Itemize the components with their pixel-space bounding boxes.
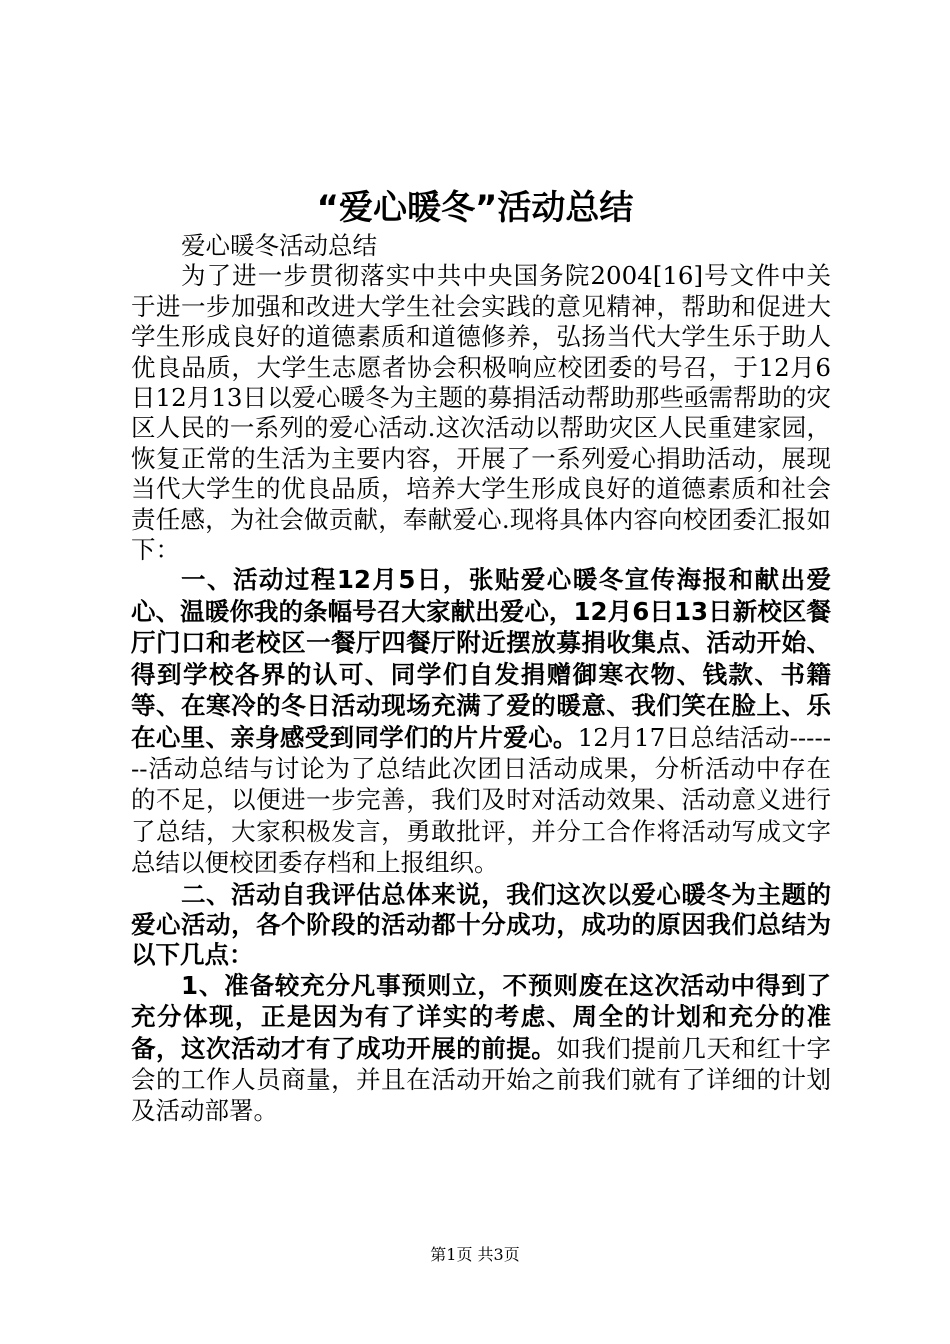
document-body (131, 231, 831, 1128)
section-1-paragraph (131, 565, 831, 879)
point-1-heading-text: 1、准备较充分凡事预则立，不预则废在这次活动中得到了充分体现，正是因为有了详实的考虑、周全的计划和充分的准备，这次活动才有了成功开展的前提。 (131, 970, 831, 1063)
subtitle-paragraph: 爱心暖冬活动总结 (181, 231, 377, 260)
section-1-body-text: 12月17日总结活动-------活动总结与讨论为了总结此次团日活动成果，分析活动中存在的不足，以便进一步完善，我们及时对活动效果、活动意义进行了总结，大家积极发言，勇敢批评，并分工合作将活动写成文字总结以便校团委存档和上报组织。 (131, 722, 831, 878)
point-1-paragraph (131, 971, 831, 1128)
section-1-heading-text: 一、活动过程12月5日，张贴爱心暖冬宣传海报和献出爱心、温暖你我的条幅号召大家献出爱心，12月6日13日新校区餐厅门口和老校区一餐厅四餐厅附近摆放募捐收集点、活动开始、得到学校各界的认可、同学们自发捐赠御寒衣物、钱款、书籍等、在寒冷的冬日活动现场充满了爱的暖意、我们笑在脸上、乐在心里、亲身感受到同学们的片片爱心。 (131, 565, 831, 752)
page-number-footer: 第1页 共3页 (430, 1245, 520, 1264)
intro-paragraph: 为了进一步贯彻落实中共中央国务院2004[16]号文件中关于进一步加强和改进大学生社会实践的意见精神，帮助和促进大学生形成良好的道德素质和道德修养，弘扬当代大学生乐于助人优良品质，大学生志愿者协会积极响应校团委的号召，于12月6日12月13日以爱心暖冬为主题的募捐活动帮助那些亟需帮助的灾区人民的一系列的爱心活动.这次活动以帮助灾区人民重建家园，恢复正常的生活为主要内容，开展了一系列爱心捐助活动，展现当代大学生的优良品质，培养大学生形成良好的道德素质和社会责任感，为社会做贡献，奉献爱心.现将具体内容向校团委汇报如下： (131, 261, 831, 565)
point-1-body-text: 如我们提前几天和红十字会的工作人员商量，并且在活动开始之前我们就有了详细的计划及活动部署。 (131, 1033, 832, 1126)
section-2-paragraph: 二、活动自我评估总体来说，我们这次以爱心暖冬为主题的爱心活动，各个阶段的活动都十分成功，成功的原因我们总结为以下几点： (131, 879, 831, 970)
document-title: “爱心暖冬”活动总结 (316, 188, 634, 228)
